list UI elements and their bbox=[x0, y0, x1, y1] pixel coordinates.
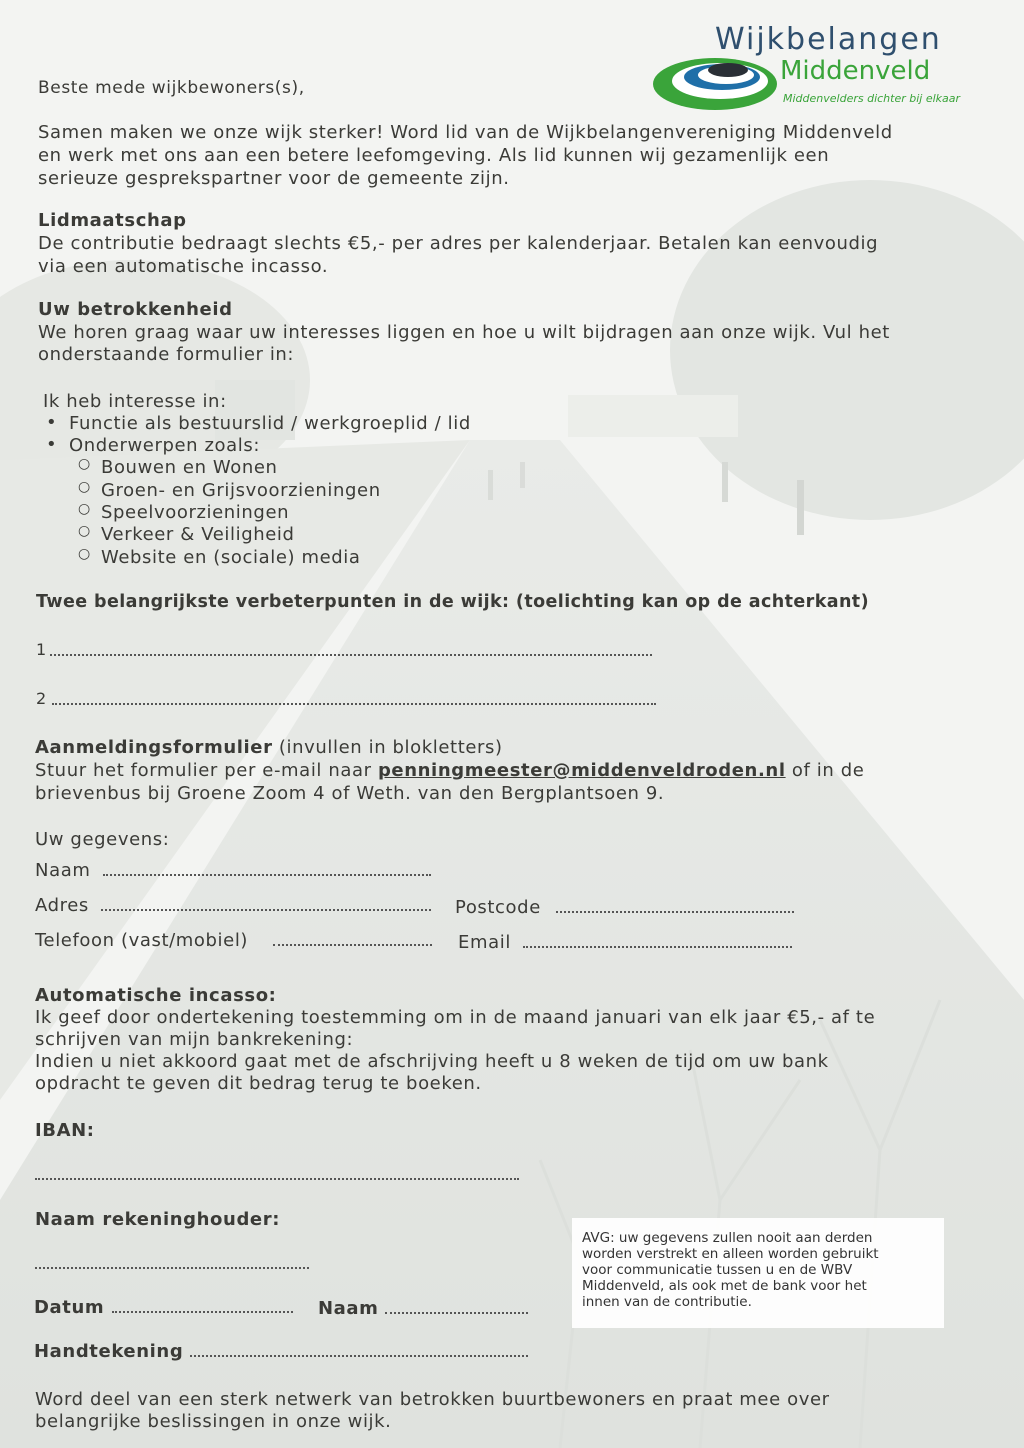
phone-label: Telefoon (vast/mobiel) bbox=[35, 930, 249, 951]
signer-name-label: Naam bbox=[318, 1298, 379, 1319]
logo-subtitle: Middenveld bbox=[780, 56, 931, 86]
membership-line-2: via een automatische incasso. bbox=[38, 256, 329, 277]
debit-heading: Automatische incasso: bbox=[35, 985, 277, 1006]
membership-heading: Lidmaatschap bbox=[38, 210, 187, 231]
closing-line-2: belangrijke beslissingen in onze wijk. bbox=[35, 1411, 392, 1432]
improvement-2-field[interactable] bbox=[52, 703, 656, 705]
involvement-line-2: onderstaande formulier in: bbox=[38, 344, 295, 365]
interest-label: Ik heb interesse in: bbox=[43, 391, 227, 412]
email-label: Email bbox=[458, 932, 511, 953]
avg-notice: AVG: uw gegevens zullen nooit aan derden worden verstrekt en alleen worden gebruikt voor communicatie tussen u en de WBV Middenveld, als ook met de bank voor het innen van de contributie. bbox=[582, 1230, 879, 1310]
account-holder-label: Naam rekeninghouder: bbox=[35, 1209, 281, 1230]
bullet-dot-icon: • bbox=[46, 434, 57, 455]
signup-heading-row bbox=[35, 737, 503, 758]
closing-line-1: Word deel van een sterk netwerk van betrokken buurtbewoners en praat mee over bbox=[35, 1389, 830, 1410]
intro-line-3: serieuze gesprekspartner voor de gemeente zijn. bbox=[38, 168, 510, 189]
sub-bullet-circle-icon: ○ bbox=[78, 456, 91, 472]
improvement-number-1: 1 bbox=[36, 640, 47, 659]
topic-item: Groen- en Grijsvoorzieningen bbox=[101, 480, 381, 501]
interest-bullet-2: Onderwerpen zoals: bbox=[69, 435, 261, 456]
logo-title: Wijkbelangen bbox=[715, 22, 942, 57]
address-field[interactable] bbox=[101, 909, 431, 911]
debit-line-2: schrijven van mijn bankrekening: bbox=[35, 1029, 354, 1050]
date-label: Datum bbox=[34, 1297, 105, 1318]
topic-item: Website en (sociale) media bbox=[101, 547, 361, 568]
sub-bullet-circle-icon: ○ bbox=[78, 501, 91, 517]
date-field[interactable] bbox=[112, 1311, 293, 1313]
iban-label: IBAN: bbox=[35, 1120, 95, 1141]
account-holder-field[interactable] bbox=[35, 1267, 309, 1269]
interest-bullet-1: Functie als bestuurslid / werkgroeplid / lid bbox=[69, 413, 471, 434]
address-label: Adres bbox=[35, 895, 89, 916]
details-heading: Uw gegevens: bbox=[35, 829, 170, 850]
signup-line-1 bbox=[35, 760, 864, 781]
intro-line-1: Samen maken we onze wijk sterker! Word lid van de Wijkbelangenvereniging Middenveld bbox=[38, 122, 893, 143]
intro-line-2: en werk met ons aan een betere leefomgeving. Als lid kunnen wij gezamenlijk een bbox=[38, 145, 830, 166]
iban-field[interactable] bbox=[35, 1178, 519, 1180]
signer-name-field[interactable] bbox=[385, 1312, 528, 1314]
involvement-line-1: We horen graag waar uw interesses liggen en hoe u wilt bijdragen aan onze wijk. Vul het bbox=[38, 322, 890, 343]
signup-line-2: brievenbus bij Groene Zoom 4 of Weth. van den Bergplantsoen 9. bbox=[35, 783, 665, 804]
involvement-heading: Uw betrokkenheid bbox=[38, 299, 233, 320]
improvement-number-2: 2 bbox=[36, 689, 47, 708]
signature-field[interactable] bbox=[190, 1355, 528, 1357]
salutation: Beste mede wijkbewoners(s), bbox=[38, 78, 305, 98]
sub-bullet-circle-icon: ○ bbox=[78, 546, 91, 562]
bullet-dot-icon: • bbox=[46, 412, 57, 433]
signup-line-1-pre: Stuur het formulier per e-mail naar bbox=[35, 760, 372, 781]
improvements-heading: Twee belangrijkste verbeterpunten in de wijk: (toelichting kan op de achterkant) bbox=[36, 592, 869, 612]
topic-item: Bouwen en Wonen bbox=[101, 457, 278, 478]
name-label: Naam bbox=[35, 860, 91, 881]
logo-tagline: Middenvelders dichter bij elkaar bbox=[783, 92, 961, 105]
postcode-field[interactable] bbox=[556, 911, 794, 913]
sub-bullet-circle-icon: ○ bbox=[78, 523, 91, 539]
membership-line-1: De contributie bedraagt slechts €5,- per adres per kalenderjaar. Betalen kan eenvoudig bbox=[38, 233, 879, 254]
debit-line-3: Indien u niet akkoord gaat met de afschrijving heeft u 8 weken de tijd om uw bank bbox=[35, 1051, 829, 1072]
signup-heading-note: (invullen in blokletters) bbox=[278, 737, 503, 758]
debit-line-4: opdracht te geven dit bedrag terug te boeken. bbox=[35, 1073, 482, 1094]
improvement-1-field[interactable] bbox=[50, 654, 652, 656]
sub-bullet-circle-icon: ○ bbox=[78, 479, 91, 495]
topic-item: Speelvoorzieningen bbox=[101, 502, 290, 523]
logo-swirl-icon bbox=[650, 52, 780, 114]
signature-label: Handtekening bbox=[34, 1341, 184, 1362]
signup-heading: Aanmeldingsformulier bbox=[35, 737, 273, 758]
topic-item: Verkeer & Veiligheid bbox=[101, 524, 295, 545]
signup-line-1-post: of in de bbox=[791, 760, 865, 781]
postcode-label: Postcode bbox=[455, 897, 541, 918]
debit-line-1: Ik geef door ondertekening toestemming om in de maand januari van elk jaar €5,- af te bbox=[35, 1007, 876, 1028]
email-field[interactable] bbox=[523, 946, 792, 948]
email-link[interactable]: penningmeester@middenveldroden.nl bbox=[377, 760, 786, 781]
phone-field[interactable] bbox=[273, 944, 432, 946]
name-field[interactable] bbox=[103, 874, 431, 876]
